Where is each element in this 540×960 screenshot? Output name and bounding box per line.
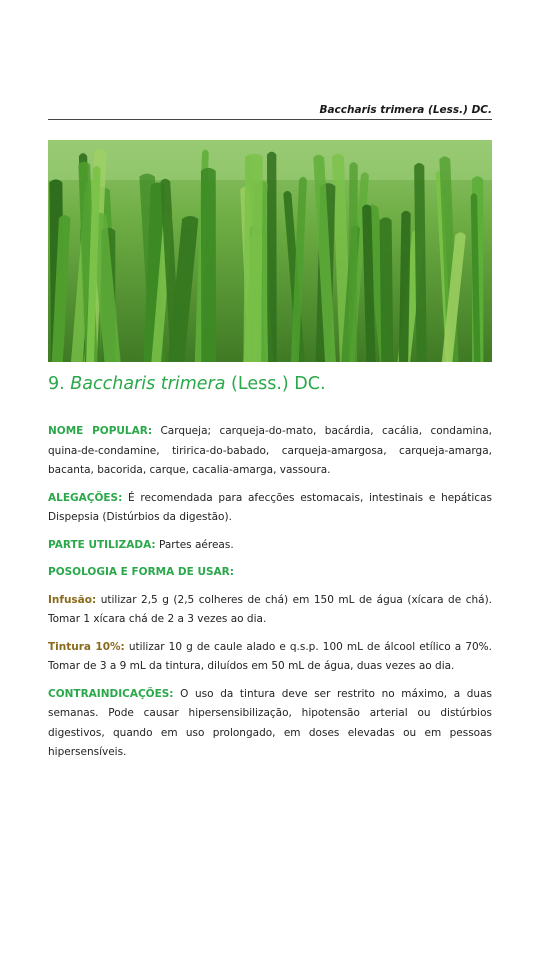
label-posologia: POSOLOGIA E FORMA DE USAR: xyxy=(48,566,234,578)
plant-photo xyxy=(48,140,492,362)
running-header: Baccharis trimera (Less.) DC. xyxy=(319,104,492,116)
text-contraindicacoes: O uso da tintura deve ser restrito no máximo, a duas semanas. Pode causar hipersensibilização, hipotensão arterial ou distúrbios digestivos, quando em uso prolongado, em doses elevadas ou em pessoas hipersensíveis. xyxy=(48,687,492,758)
label-nome-popular: NOME POPULAR: xyxy=(48,425,153,437)
section-alegacoes xyxy=(48,489,492,528)
section-contraindicacoes xyxy=(48,685,492,763)
title-authority: (Less.) DC. xyxy=(231,374,326,394)
section-parte-utilizada xyxy=(48,536,492,556)
text-tintura: utilizar 10 g de caule alado e q.s.p. 100 mL de álcool etílico a 70%. Tomar de 3 a 9 mL da tintura, diluídos em 50 mL de água, duas vezes ao dia. xyxy=(48,640,492,672)
page-title xyxy=(48,374,326,394)
section-infusao xyxy=(48,591,492,630)
label-alegacoes: ALEGAÇÕES: xyxy=(48,491,123,504)
label-infusao: Infusão: xyxy=(48,593,97,606)
text-parte-utilizada: Partes aéreas. xyxy=(158,538,234,551)
text-alegacoes: É recomendada para afecções estomacais, intestinais e hepáticas Dispepsia (Distúrbios da digestão). xyxy=(48,491,492,523)
text-infusao: utilizar 2,5 g (2,5 colheres de chá) em 150 mL de água (xícara de chá). Tomar 1 xícara chá de 2 a 3 vezes ao dia. xyxy=(48,593,492,625)
label-contraindicacoes: CONTRAINDICAÇÕES: xyxy=(48,687,174,700)
section-nome-popular xyxy=(48,422,492,481)
section-posologia xyxy=(48,563,492,583)
header-rule xyxy=(48,119,492,120)
section-tintura xyxy=(48,638,492,677)
label-parte-utilizada: PARTE UTILIZADA: xyxy=(48,538,156,551)
label-tintura: Tintura 10%: xyxy=(48,640,125,653)
title-number: 9. xyxy=(48,374,65,394)
title-scientific-name: Baccharis trimera xyxy=(70,374,226,394)
monograph-body xyxy=(48,422,492,771)
text-nome-popular: Carqueja; carqueja-do-mato, bacárdia, cacália, condamina, quina-de-condamine, tiririca-do-babado, carqueja-amargosa, carqueja-amarga, bacanta, bacorida, carque, cacalia-amarga, vassoura. xyxy=(48,425,492,476)
